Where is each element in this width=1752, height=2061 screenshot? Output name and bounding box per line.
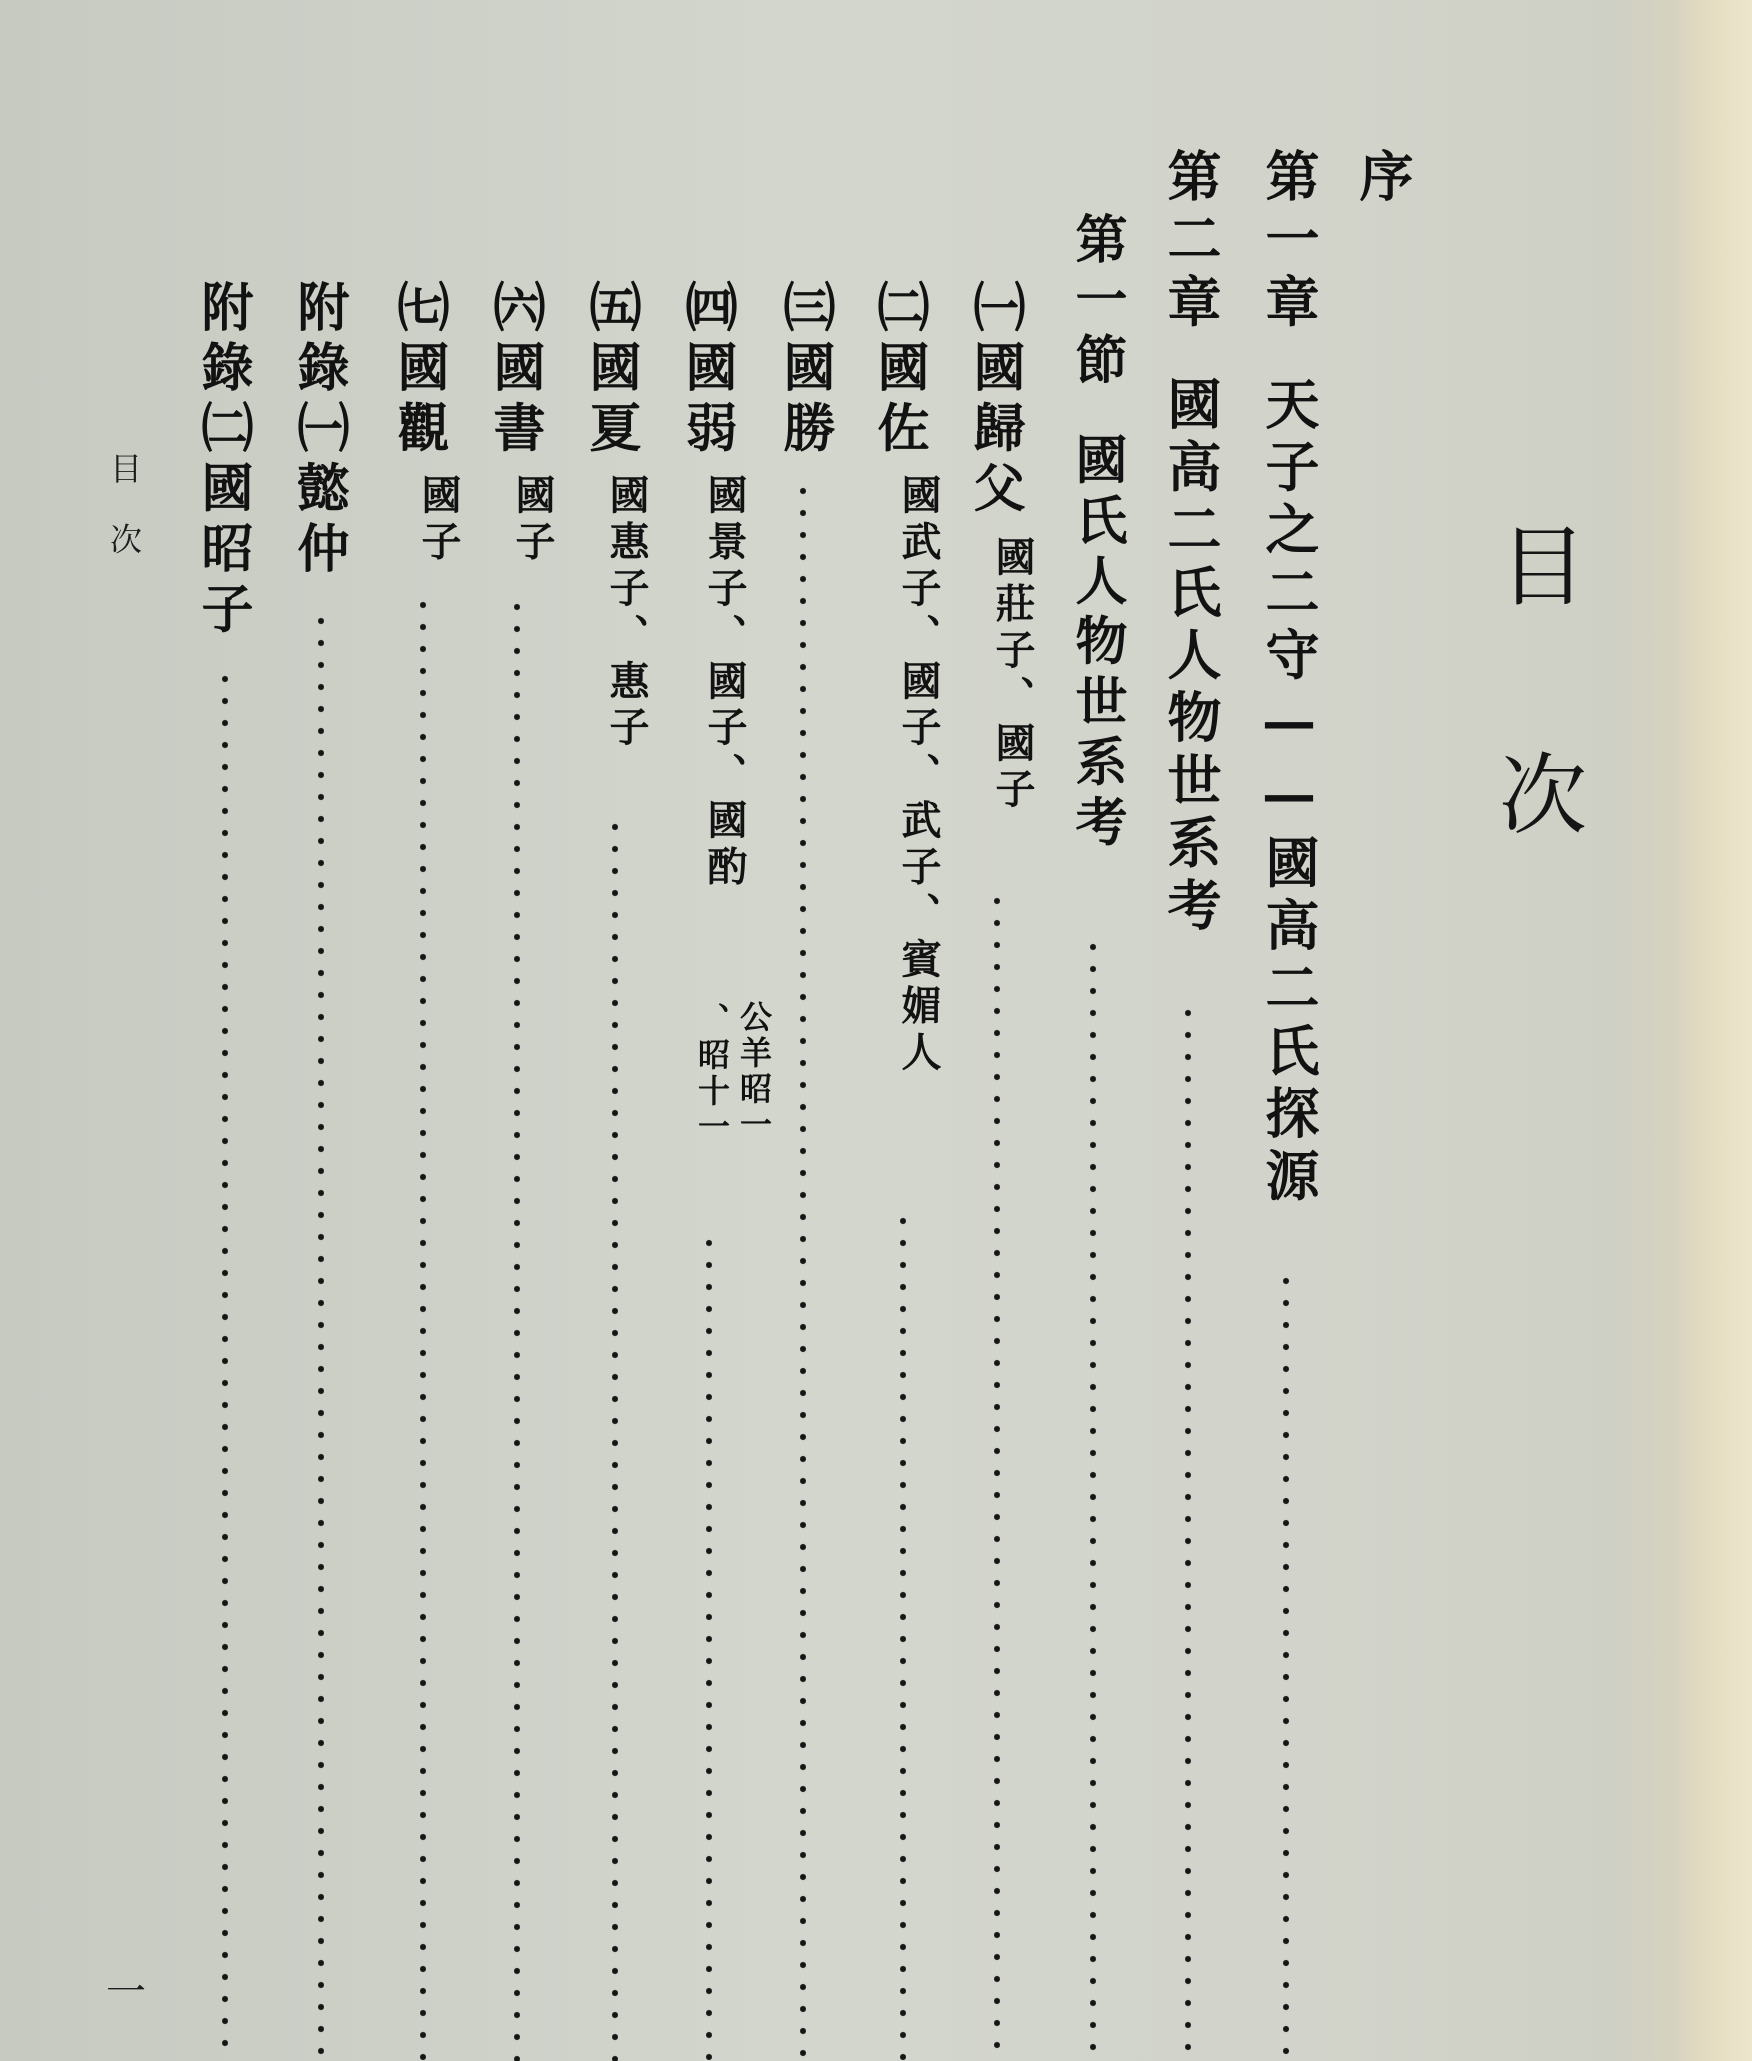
item-2-sub: 國武子、國子、武子、賓媚人 — [895, 474, 942, 1078]
appendix-1-title: 懿仲 — [288, 460, 349, 582]
section-1-title: 國氏人物世系考 — [1066, 432, 1127, 856]
chapter-1-label: 第一章 — [1257, 148, 1321, 336]
toc-preface-label: 序 — [1351, 148, 1415, 211]
item-4-note-2: 、昭十一 — [693, 1002, 731, 1146]
item-5-main: 國夏 — [580, 340, 641, 461]
page-title: 目次 — [1485, 520, 1588, 978]
toc-appendix-1[interactable] — [288, 280, 349, 582]
running-head: 目次 — [105, 452, 143, 593]
item-6-sub: 國子 — [509, 474, 556, 567]
section-1-label: 第一節 — [1066, 212, 1127, 393]
toc-section-1[interactable] — [1066, 212, 1127, 856]
item-6-main: 國書 — [484, 340, 545, 461]
toc-item-3[interactable] — [774, 280, 835, 461]
toc-chapter-1[interactable] — [1257, 148, 1321, 1211]
section-1-leader — [1090, 936, 1096, 2061]
item-2-marker: ㈡ — [868, 280, 929, 341]
toc-appendix-2[interactable] — [192, 280, 253, 642]
toc-chapter-2[interactable] — [1159, 148, 1223, 940]
item-4-sub: 國景子、國子、國酌 — [701, 474, 748, 892]
item-3-leader — [800, 480, 806, 2061]
item-1-marker: ㈠ — [964, 280, 1025, 341]
item-5-marker: ㈤ — [580, 280, 641, 341]
appendix-2-leader — [222, 668, 228, 2061]
chapter-2-label: 第二章 — [1159, 148, 1223, 336]
item-4-main: 國弱 — [676, 340, 737, 461]
appendix-2-title: 國昭子 — [192, 460, 253, 642]
chapter-2-leader — [1185, 1002, 1191, 2061]
item-7-marker: ㈦ — [388, 280, 449, 341]
item-5-leader — [612, 816, 618, 2061]
item-4-leader — [706, 1232, 712, 2061]
item-2-main: 國佐 — [868, 340, 929, 461]
item-1-main: 國歸父 — [964, 340, 1025, 522]
item-2-leader — [900, 1210, 906, 2061]
appendix-1-marker: ㈠ — [288, 400, 349, 461]
item-7-sub: 國子 — [415, 474, 462, 567]
toc-preface[interactable] — [1351, 148, 1415, 211]
item-5-sub: 國惠子、惠子 — [603, 474, 650, 753]
toc-item-1[interactable] — [964, 280, 1025, 522]
item-6-leader — [514, 596, 520, 2061]
toc-item-2[interactable] — [868, 280, 929, 461]
appendix-1-label: 附錄 — [288, 280, 349, 401]
appendix-2-label: 附錄 — [192, 280, 253, 401]
toc-item-4[interactable] — [676, 280, 737, 461]
item-4-marker: ㈣ — [676, 280, 737, 341]
item-3-marker: ㈢ — [774, 280, 835, 341]
toc-item-5[interactable] — [580, 280, 641, 461]
item-7-leader — [420, 594, 426, 2061]
toc-item-6[interactable] — [484, 280, 545, 461]
chapter-2-title: 國高二氏人物世系考 — [1159, 375, 1223, 940]
item-3-main: 國勝 — [774, 340, 835, 461]
item-4-note-1: 公羊昭一 — [735, 1000, 773, 1144]
page-number: 一 — [106, 1969, 146, 2015]
chapter-1-title: 天子之二守——國高二氏探源 — [1257, 375, 1321, 1211]
item-1-sub: 國莊子、國子 — [989, 536, 1036, 815]
appendix-2-marker: ㈡ — [192, 400, 253, 461]
chapter-1-leader — [1283, 1270, 1289, 2061]
appendix-1-leader — [318, 610, 324, 2061]
item-1-leader — [994, 890, 1000, 2061]
item-7-main: 國觀 — [388, 340, 449, 461]
toc-item-7[interactable] — [388, 280, 449, 461]
item-6-marker: ㈥ — [484, 280, 545, 341]
